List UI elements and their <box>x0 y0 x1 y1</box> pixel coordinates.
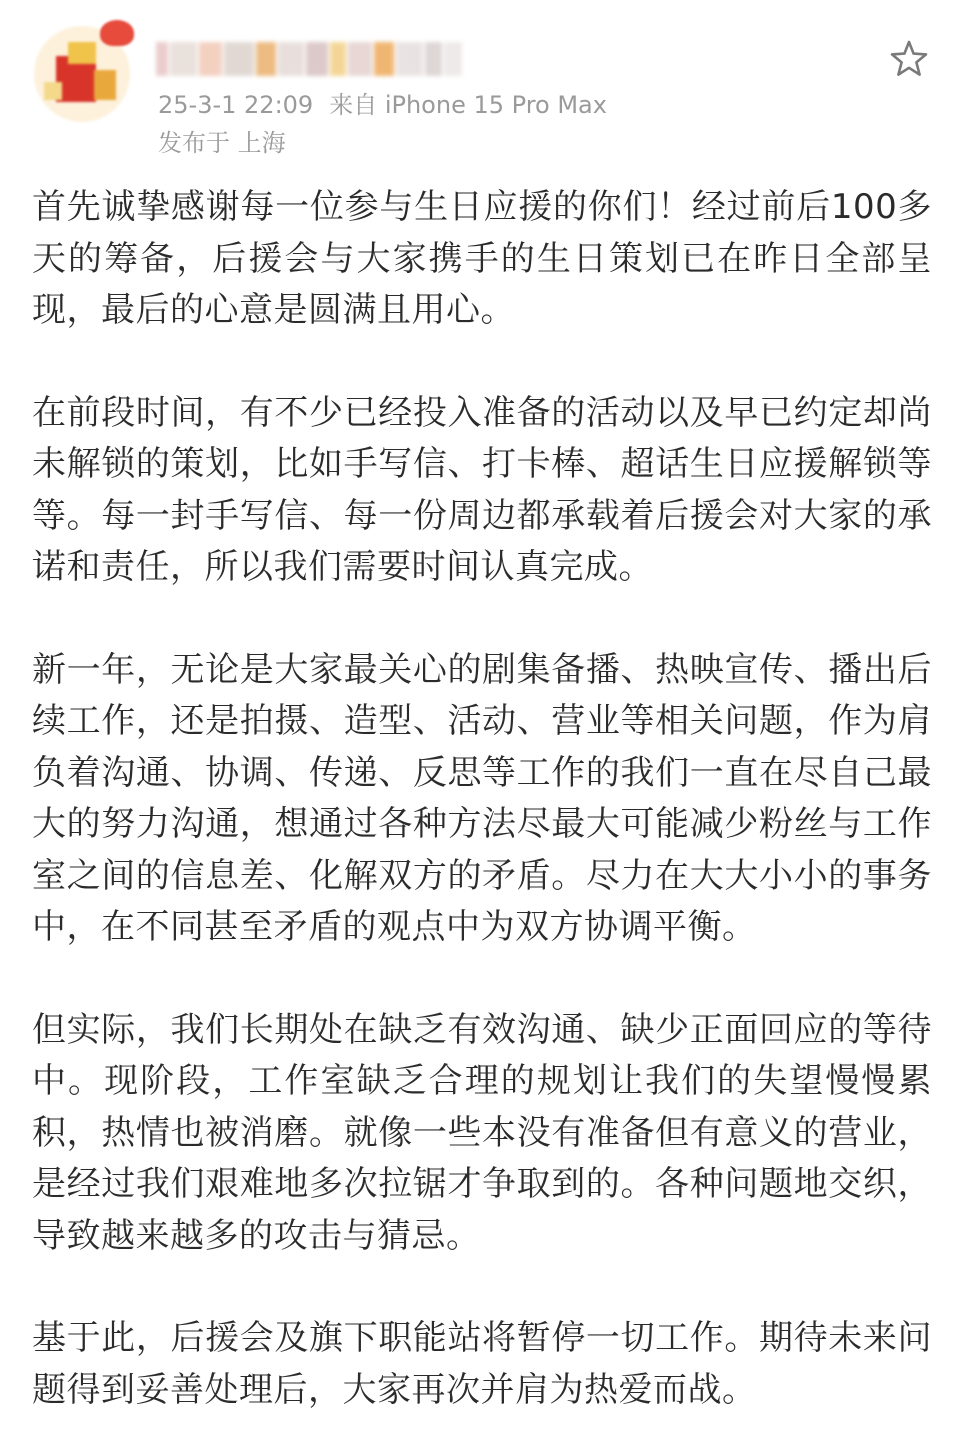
post-timestamp: 25-3-1 22:09 <box>158 91 314 119</box>
post-paragraph-2: 在前段时间，有不少已经投入准备的活动以及早已约定却尚未解锁的策划，比如手写信、打卡棒、超话生日应援解锁等等。每一封手写信、每一份周边都承载着后援会对大家的承诺和责任，所以我们需要时间认真完成。 <box>32 392 932 587</box>
post-source-device: 来自 iPhone 15 Pro Max <box>329 91 607 119</box>
post-location: 发布于 上海 <box>158 129 286 157</box>
post-paragraph-4: 但实际，我们长期处在缺乏有效沟通、缺少正面回应的等待中。现阶段，工作室缺乏合理的规划让我们的失望慢慢累积，热情也被消磨。就像一些本没有准备但有意义的营业，是经过我们艰难地多次拉锯才争取到的。各种问题地交织，导致越来越多的攻击与猜忌。 <box>32 1009 932 1256</box>
avatar-badge-icon <box>100 20 134 46</box>
post-header <box>0 0 960 170</box>
author-name-blurred[interactable] <box>156 42 462 76</box>
post-meta-time <box>158 90 607 120</box>
star-outline-icon[interactable] <box>888 38 930 80</box>
post-paragraph-5: 基于此，后援会及旗下职能站将暂停一切工作。期待未来问题得到妥善处理后，大家再次并肩为热爱而战。 <box>32 1318 932 1410</box>
post-paragraph-1: 首先诚挚感谢每一位参与生日应援的你们！经过前后100多天的筹备，后援会与大家携手的生日策划已在昨日全部呈现，最后的心意是圆满且用心。 <box>32 187 932 330</box>
post-body <box>32 182 932 1454</box>
post-paragraph-3: 新一年，无论是大家最关心的剧集备播、热映宣传、播出后续工作，还是拍摄、造型、活动、营业等相关问题，作为肩负着沟通、协调、传递、反思等工作的我们一直在尽自己最大的努力沟通，想通过各种方法尽最大可能减少粉丝与工作室之间的信息差、化解双方的矛盾。尽力在大大小小的事务中，在不同甚至矛盾的观点中为双方协调平衡。 <box>32 649 932 947</box>
